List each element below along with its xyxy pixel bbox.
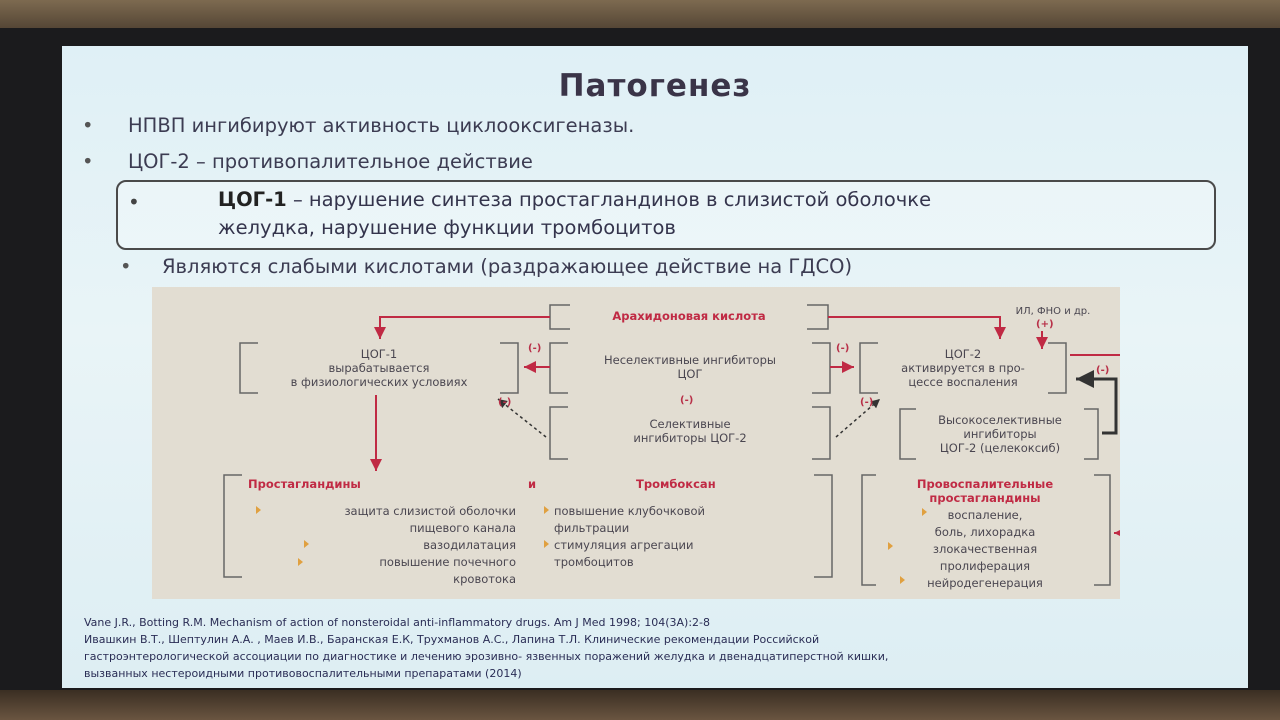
- reference-1: Vane J.R., Botting R.M. Mechanism of action of nonsteroidal anti-inflammatory drugs. Am J Med 1998; 104(3A):2-8: [84, 616, 711, 629]
- bullet-text: НПВП ингибируют активность циклооксигеназы.: [128, 114, 635, 137]
- bullet-text: ЦОГ-2 – противопалительное действие: [128, 150, 533, 173]
- tx-effect: повышение клубочковой: [554, 504, 706, 518]
- high-selective-line1: Высокоселективные: [938, 413, 1062, 427]
- highlight-line-1: [218, 188, 931, 211]
- pg-effect: пищевого канала: [409, 521, 516, 535]
- selective-line1: Селективные: [649, 417, 731, 431]
- highlight-bold: ЦОГ-1: [218, 188, 287, 211]
- minus-sign: (-): [528, 343, 542, 354]
- bullet-dot: •: [128, 190, 140, 214]
- bullet-nsaid: [82, 114, 635, 137]
- cox1-line2: вырабатывается: [328, 361, 430, 375]
- pro-pg-effect: нейродегенерация: [927, 576, 1043, 590]
- highlight-text-1: – нарушение синтеза простагландинов в слизистой оболочке: [286, 188, 932, 211]
- arachidonic-acid: Арахидоновая кислота: [612, 309, 766, 323]
- slide-title: Патогенез: [558, 68, 752, 104]
- pro-pg-effect: боль, лихорадка: [934, 525, 1036, 539]
- cox2-line2: активируется в про-: [901, 361, 1025, 375]
- projected-slide: [62, 46, 1248, 688]
- high-selective-line3: ЦОГ-2 (целекоксиб): [939, 441, 1061, 455]
- bullet-dot: •: [82, 114, 94, 137]
- pro-pg-effect: злокачественная: [932, 542, 1038, 556]
- minus-sign: (-): [680, 395, 694, 406]
- pg-effects-list: [244, 503, 516, 588]
- bullet-dot: •: [120, 255, 132, 278]
- pro-pg-effect: пролиферация: [939, 559, 1031, 573]
- tx-effect: тромбоцитов: [554, 555, 634, 569]
- wall-bottom: [0, 690, 1280, 720]
- nonselective-box: [568, 353, 812, 381]
- cox2-box: [878, 347, 1048, 389]
- tx-effects-list: [554, 503, 784, 571]
- tx-effect: стимуляция агрегации: [554, 538, 694, 552]
- pg-effect: вазодилатация: [423, 538, 516, 552]
- and-label: и: [527, 477, 537, 491]
- pro-pg-effects-list: [878, 507, 1092, 592]
- high-selective-box: [916, 413, 1084, 455]
- cox1-line3: в физиологических условиях: [290, 375, 468, 389]
- high-selective-line2: ингибиторы: [963, 427, 1037, 441]
- minus-sign: (-): [498, 397, 512, 408]
- bullet-weak-acids: [120, 255, 853, 278]
- pro-pg-title: [878, 477, 1092, 505]
- selective-box: [568, 417, 812, 445]
- minus-sign: (-): [1096, 365, 1110, 376]
- pro-pg-title-line1: Провоспалительные: [916, 477, 1054, 491]
- bullet-dot: •: [82, 150, 94, 173]
- minus-sign: (-): [860, 397, 874, 408]
- minus-sign: (-): [836, 343, 850, 354]
- highlighted-bullet-cox1: [116, 180, 1216, 250]
- bullet-cox2: [82, 150, 533, 173]
- cox1-box: [258, 347, 500, 389]
- cox1-title: ЦОГ-1: [360, 347, 398, 361]
- cox2-line3: цессе воспаления: [908, 375, 1018, 389]
- reference-2: Ивашкин В.Т., Шептулин А.А. , Маев И.В., Баранская Е.К, Трухманов А.С., Лапина Т.Л. Клинические рекомендации Российской: [84, 633, 820, 646]
- pg-effect: кровотока: [453, 572, 516, 586]
- prostaglandins-title: Простагландины: [248, 477, 361, 491]
- pathogenesis-diagram: [152, 287, 1120, 599]
- tx-effect: фильтрации: [554, 521, 630, 535]
- selective-line2: ингибиторы ЦОГ-2: [633, 431, 747, 445]
- cox2-title: ЦОГ-2: [944, 347, 982, 361]
- nonselective-line1: Неселективные ингибиторы: [604, 353, 776, 367]
- reference-3: гастроэнтерологической ассоциации по диагностике и лечению эрозивно- язвенных поражений желудка и двенадцатиперстной кишки,: [84, 650, 889, 663]
- nonselective-line2: ЦОГ: [677, 367, 703, 381]
- references: [84, 614, 1234, 682]
- pg-effect: повышение почечного: [379, 555, 516, 569]
- pro-pg-effect: воспаление,: [947, 508, 1023, 522]
- il-tnf-label: ИЛ, ФНО и др.: [1015, 306, 1091, 317]
- highlight-line-2: желудка, нарушение функции тромбоцитов: [218, 216, 676, 239]
- pg-effect: защита слизистой оболочки: [344, 504, 516, 518]
- reference-4: вызванных нестероидными противовоспалительными препаратами (2014): [84, 667, 522, 680]
- thromboxane-title: Тромбоксан: [636, 477, 716, 491]
- pro-pg-title-line2: простагландины: [929, 491, 1041, 505]
- bullet-text: Являются слабыми кислотами (раздражающее действие на ГДСО): [162, 255, 853, 278]
- plus-sign: (+): [1036, 319, 1054, 330]
